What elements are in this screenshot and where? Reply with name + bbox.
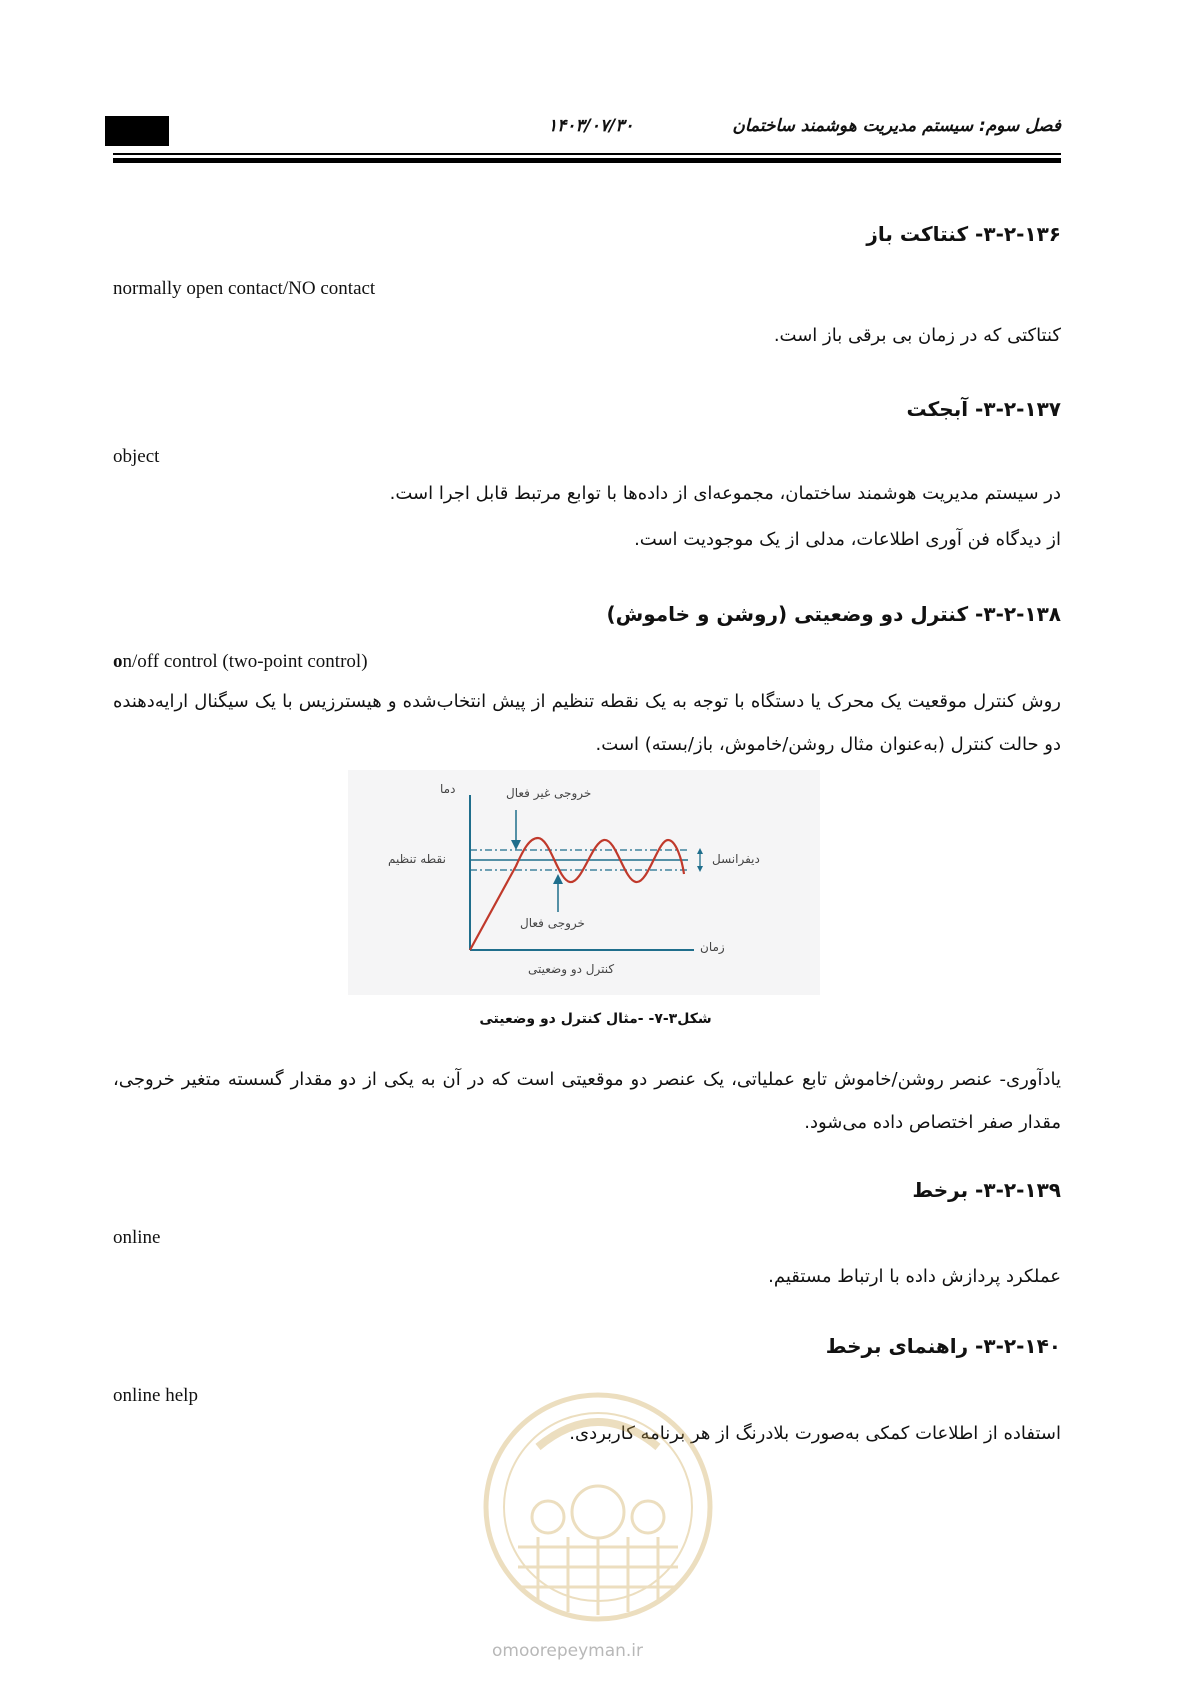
two-point-control-figure [348, 770, 820, 995]
section-heading-140: ۳-۲-۱۴۰- راهنمای برخط [825, 1334, 1061, 1358]
header-rule-thick [113, 158, 1061, 163]
setpoint-label: نقطه تنظیم [388, 852, 446, 866]
section-heading-139: ۳-۲-۱۳۹- برخط [912, 1178, 1061, 1202]
header-rule-thin [113, 153, 1061, 155]
off-output-label: خروجی غیر فعال [506, 786, 592, 800]
english-term-139: online [113, 1227, 161, 1248]
definition-138: روش کنترل موقعیت یک محرک یا دستگاه با توجه به یک نقطه تنظیم از پیش انتخاب‌شده و هیسترزیس با یک سیگنال ارایه‌دهنده دو حالت کنترل (به‌عنوان مثال روشن/خاموش، باز/بسته) است. [113, 691, 1061, 755]
figure-bottom-title: کنترل دو وضعیتی [528, 962, 615, 976]
x-axis-label: زمان [700, 940, 725, 954]
header-date: ۱۴۰۳/۰۷/۳۰ [548, 116, 634, 136]
differential-arrowhead-up [697, 848, 703, 854]
english-term-136: normally open contact/NO contact [113, 278, 376, 299]
page-number-box [105, 116, 169, 146]
header-chapter-title: فصل سوم: سیستم مدیریت هوشمند ساختمان [732, 116, 1061, 136]
differential-arrowhead-down [697, 866, 703, 872]
definition-137-line1: در سیستم مدیریت هوشمند ساختمان، مجموعه‌ای از داده‌ها با توابع مرتبط قابل اجرا است. [389, 483, 1061, 504]
section-heading-137: ۳-۲-۱۳۷- آبجکت [906, 397, 1061, 421]
definition-139: عملکرد پردازش داده با ارتباط مستقیم. [768, 1266, 1061, 1287]
section-heading-136: ۳-۲-۱۳۶- کنتاکت باز [866, 222, 1061, 246]
watermark-logo [478, 1387, 718, 1627]
english-term-137: object [113, 446, 160, 467]
english-term-138-rest: n/off control (two-point control) [122, 651, 368, 672]
on-output-label: خروجی فعال [520, 916, 585, 930]
english-term-138-bold: o [113, 651, 123, 672]
english-term-140: online help [113, 1385, 198, 1406]
note-138: یادآوری- عنصر روشن/خاموش تابع عملیاتی، یک عنصر دو موقعیتی است که در آن به یکی از دو مقدار گسسته متغیر خروجی، مقدار صفر اختصاص داده می‌شود. [113, 1069, 1061, 1133]
section-heading-138: ۳-۲-۱۳۸- کنترل دو وضعیتی (روشن و خاموش) [606, 602, 1061, 626]
temperature-curve [470, 838, 684, 950]
definition-136: کنتاکتی که در زمان بی برقی باز است. [773, 325, 1061, 346]
definition-137-line2: از دیدگاه فن آوری اطلاعات، مدلی از یک موجودیت است. [634, 529, 1061, 550]
differential-label: دیفرانسل [712, 852, 760, 866]
off-output-arrowhead [511, 840, 521, 850]
y-axis-label: دما [440, 782, 456, 796]
watermark-url: omoorepeyman.ir [492, 1641, 644, 1661]
english-term-138 [113, 651, 368, 673]
definition-140: استفاده از اطلاعات کمکی به‌صورت بلادرنگ از هر برنامه کاربردی. [569, 1423, 1061, 1444]
figure-caption: شکل۳-۷- -مثال کنترل دو وضعیتی [479, 1011, 712, 1027]
